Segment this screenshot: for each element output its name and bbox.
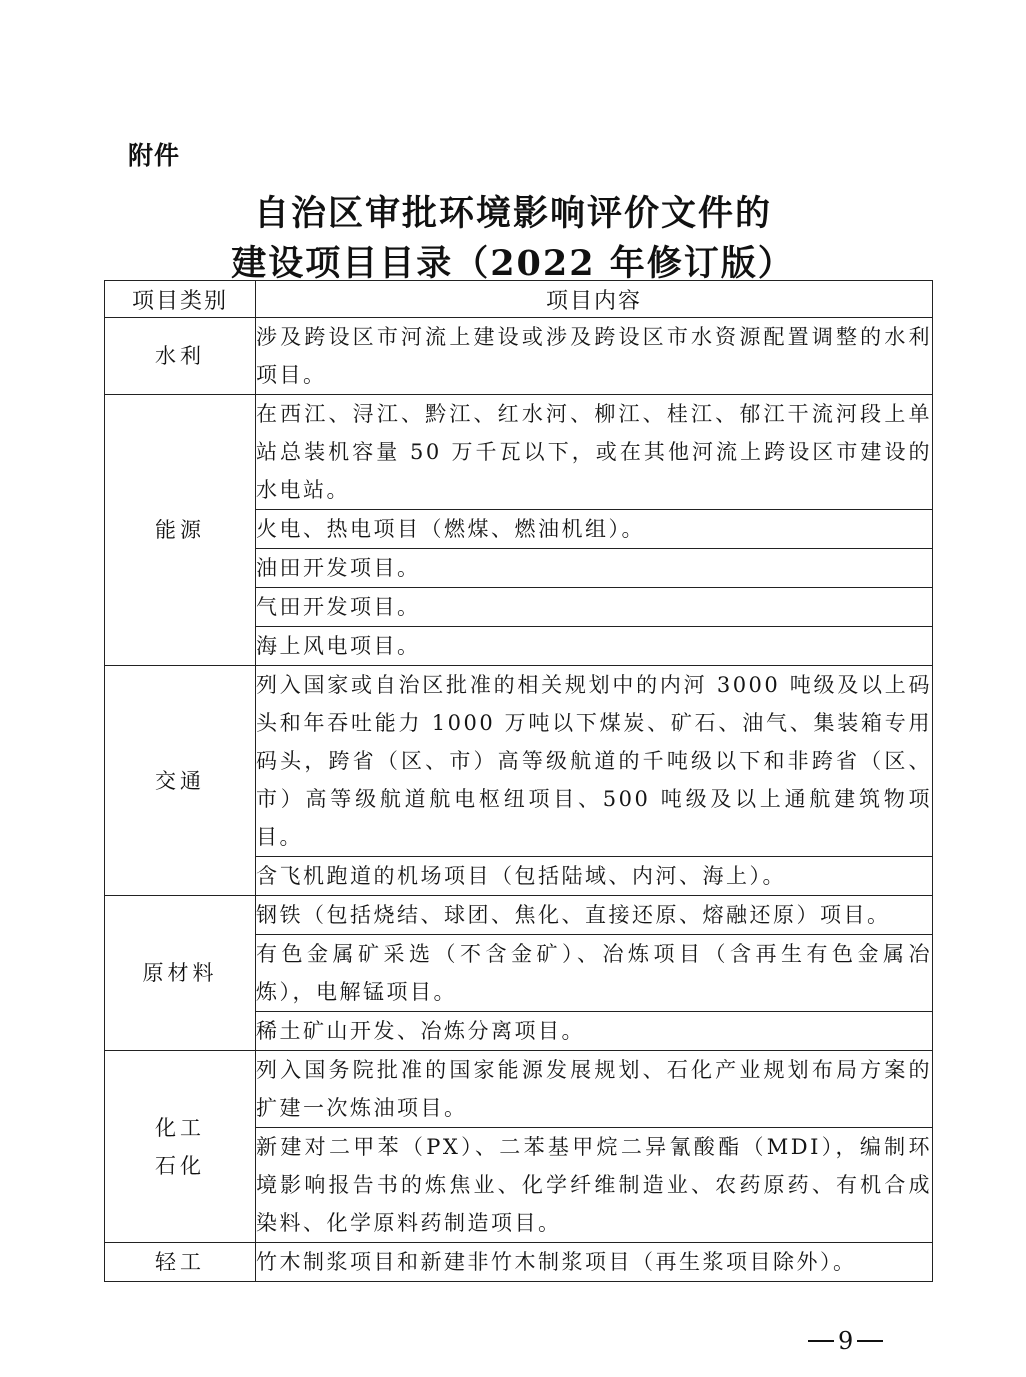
content-cell: 气田开发项目。 (256, 588, 933, 627)
category-cell: 轻工 (105, 1243, 256, 1282)
content-cell: 在西江、浔江、黔江、红水河、柳江、桂江、郁江干流河段上单站总装机容量 50 万千瓦以下，或在其他河流上跨设区市建设的水电站。 (256, 395, 933, 510)
category-line: 化工 (155, 1115, 205, 1140)
content-cell: 油田开发项目。 (256, 549, 933, 588)
category-cell: 交通 (105, 666, 256, 896)
project-catalog-table (104, 280, 933, 1282)
page-number-value: 9 (838, 1327, 854, 1355)
category-cell: 原材料 (105, 896, 256, 1051)
category-line: 石化 (155, 1153, 205, 1178)
content-cell: 含飞机跑道的机场项目（包括陆域、内河、海上）。 (256, 857, 933, 896)
content-cell: 海上风电项目。 (256, 627, 933, 666)
table-row (105, 318, 933, 395)
content-cell: 有色金属矿采选（不含金矿）、冶炼项目（含再生有色金属冶炼），电解锰项目。 (256, 935, 933, 1012)
attachment-label: 附件 (128, 141, 181, 170)
page-dash-left (808, 1340, 834, 1342)
content-cell: 列入国务院批准的国家能源发展规划、石化产业规划布局方案的扩建一次炼油项目。 (256, 1051, 933, 1128)
table-row (105, 1243, 933, 1282)
category-cell: 能源 (105, 395, 256, 666)
content-cell: 竹木制浆项目和新建非竹木制浆项目（再生浆项目除外）。 (256, 1243, 933, 1282)
table-row (105, 896, 933, 935)
table-row (105, 666, 933, 857)
page-number (808, 1327, 883, 1355)
content-cell: 列入国家或自治区批准的相关规划中的内河 3000 吨级及以上码头和年吞吐能力 1000 万吨以下煤炭、矿石、油气、集装箱专用码头，跨省（区、市）高等级航道的千吨级以下和非跨省（区、市）高等级航道航电枢纽项目、500 吨级及以上通航建筑物项目。 (256, 666, 933, 857)
document-title-line-2: 建设项目目录（2022 年修订版） (231, 243, 795, 284)
header-content: 项目内容 (256, 281, 933, 318)
category-cell: 水利 (105, 318, 256, 395)
content-cell: 新建对二甲苯（PX）、二苯基甲烷二异氰酸酯（MDI），编制环境影响报告书的炼焦业、化学纤维制造业、农药原药、有机合成染料、化学原料药制造项目。 (256, 1128, 933, 1243)
content-cell: 钢铁（包括烧结、球团、焦化、直接还原、熔融还原）项目。 (256, 896, 933, 935)
document-title-line-1: 自治区审批环境影响评价文件的 (253, 193, 772, 234)
content-cell: 火电、热电项目（燃煤、燃油机组）。 (256, 510, 933, 549)
table-row (105, 1051, 933, 1128)
content-cell: 涉及跨设区市河流上建设或涉及跨设区市水资源配置调整的水利项目。 (256, 318, 933, 395)
page-dash-right (857, 1340, 883, 1342)
table-row (105, 395, 933, 510)
header-category: 项目类别 (105, 281, 256, 318)
content-cell: 稀土矿山开发、冶炼分离项目。 (256, 1012, 933, 1051)
category-cell (105, 1051, 256, 1243)
table-header-row (105, 281, 933, 318)
